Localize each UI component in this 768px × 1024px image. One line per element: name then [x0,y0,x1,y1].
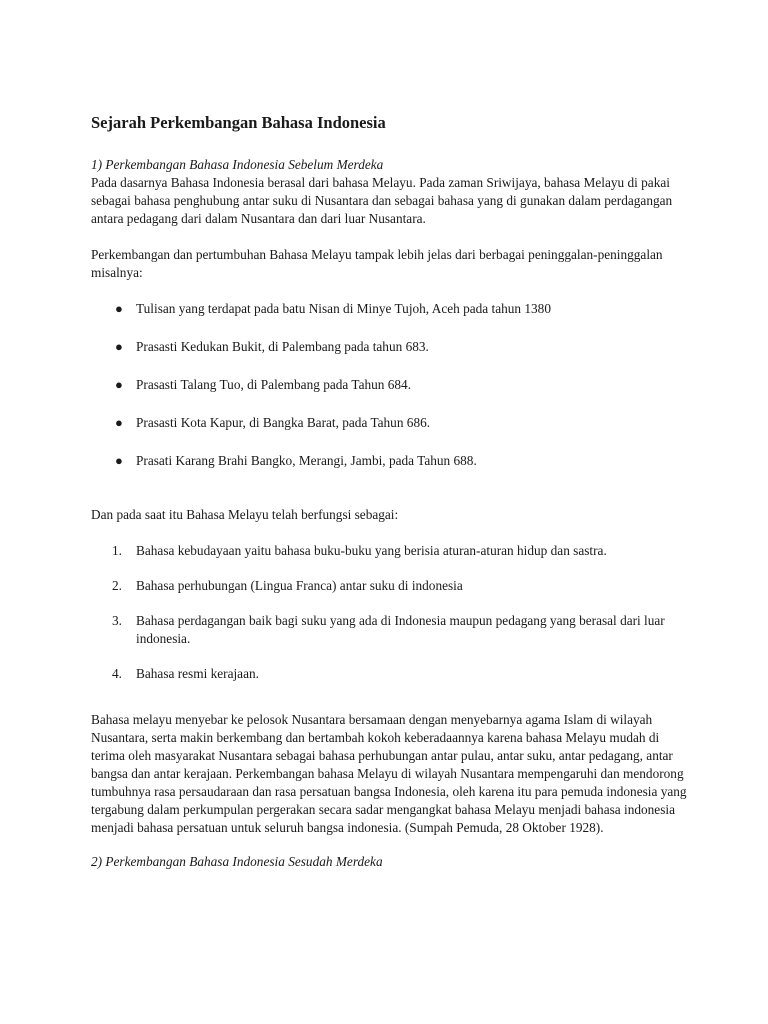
list-item: ● Prasasti Kota Kapur, di Bangka Barat, pada Tahun 686. [115,415,431,430]
bullet-icon: ● [115,339,123,354]
list-item: 4. Bahasa resmi kerajaan. [112,666,259,681]
list-item: ● Prasati Karang Brahi Bangko, Merangi, Jambi, pada Tahun 688. [115,453,477,468]
list-item: ● Prasasti Kedukan Bukit, di Palembang pada tahun 683. [115,339,429,354]
section-heading-2: 2) Perkembangan Bahasa Indonesia Sesudah Merdeka [91,854,383,869]
document-content [91,112,691,871]
paragraph-fungsi: Dan pada saat itu Bahasa Melayu telah berfungsi sebagai: [91,507,399,522]
bullet-icon: ● [115,301,123,316]
bullet-icon: ● [115,415,123,430]
list-item: 1. Bahasa kebudayaan yaitu bahasa buku-buku yang berisia aturan-aturan hidup dan sastra. [112,543,607,558]
paragraph-perkembangan: Perkembangan dan pertumbuhan Bahasa Melayu tampak lebih jelas dari berbagai peninggalan-peninggalan misalnya: [91,247,663,280]
section-heading-1: 1) Perkembangan Bahasa Indonesia Sebelum Merdeka [91,157,384,172]
list-item: ● Tulisan yang terdapat pada batu Nisan di Minye Tujoh, Aceh pada tahun 1380 [115,301,551,316]
numbered-list [91,542,691,683]
list-item: ● Prasasti Talang Tuo, di Palembang pada Tahun 684. [115,377,412,392]
bullet-icon: ● [115,377,123,392]
bullet-icon: ● [115,453,123,468]
list-item: 2. Bahasa perhubungan (Lingua Franca) antar suku di indonesia [112,578,463,593]
paragraph-intro: Pada dasarnya Bahasa Indonesia berasal dari bahasa Melayu. Pada zaman Sriwijaya, bahasa Melayu di pakai sebagai bahasa penghubung antar suku di Nusantara dan sebagai bahasa yang di gunakan dalam perdagangan antara pedagang dari dalam Nusantara dan dari luar Nusantara. [91,175,673,226]
bullet-list [91,300,691,470]
paragraph-penyebaran: Bahasa melayu menyebar ke pelosok Nusantara bersamaan dengan menyebarnya agama Islam di wilayah Nusantara, serta makin berkembang dan bertambah kokoh keberadaannya karena bahasa Melayu mudah di terima oleh masyarakat Nusantara sebagai bahasa perhubungan antar pulau, antar suku, antar pedagang, antar bangsa dan antar kerajaan. Perkembangan bahasa Melayu di wilayah Nusantara mempengaruhi dan mendorong tumbuhnya rasa persaudaraan dan rasa persatuan bangsa Indonesia, oleh karena itu para pemuda indonesia yang tergabung dalam perkumpulan pergerakan secara sadar mengangkat bahasa Melayu menjadi bahasa indonesia menjadi bahasa persatuan untuk seluruh bangsa indonesia. (Sumpah Pemuda, 28 Oktober 1928). [91,712,687,835]
page-title: Sejarah Perkembangan Bahasa Indonesia [91,113,386,132]
list-item: 3. Bahasa perdagangan baik bagi suku yang ada di Indonesia maupun pedagang yang berasal dari luar indonesia. [112,613,665,646]
